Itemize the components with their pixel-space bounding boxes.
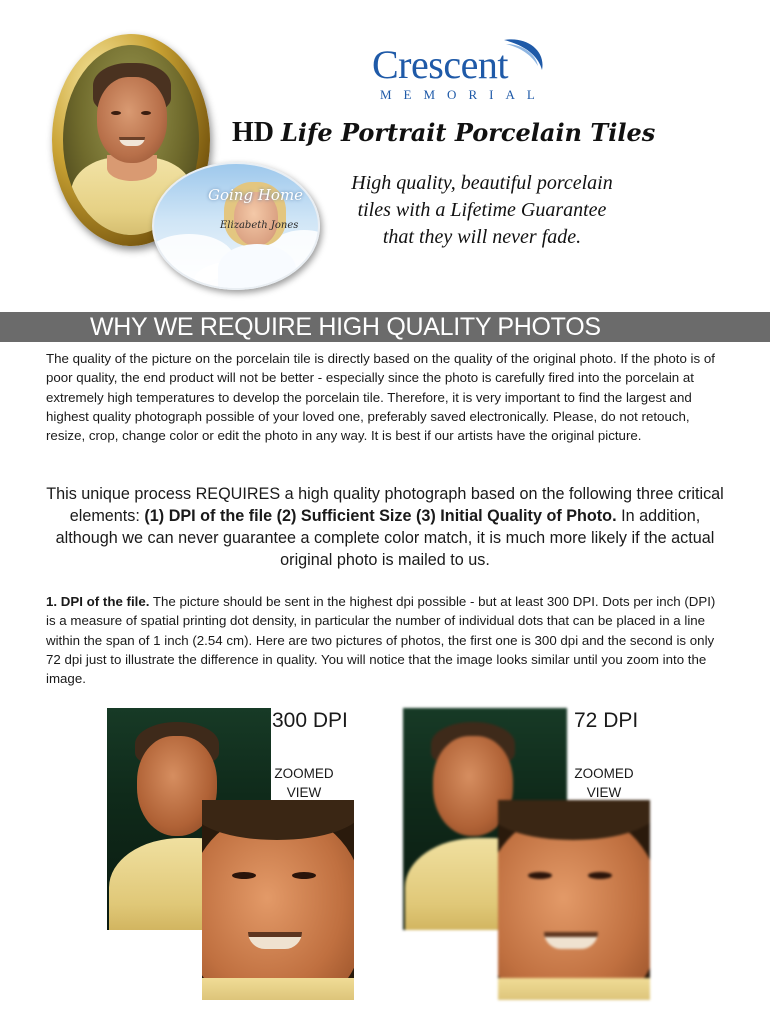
portrait-eye — [111, 111, 121, 115]
tile-name: Elizabeth Jones — [220, 220, 299, 231]
process-elements: (1) DPI of the file (2) Sufficient Size (3) Initial Quality of Photo. — [144, 507, 617, 525]
section-banner — [0, 312, 770, 342]
process-paragraph — [40, 483, 730, 571]
zoom-face — [202, 814, 354, 1000]
zoom-label-line: VIEW — [286, 785, 322, 800]
tagline — [300, 170, 664, 251]
dpi-label-300: 300 DPI — [272, 709, 348, 732]
zoom-label-72 — [564, 764, 644, 802]
tagline-line: tiles with a Lifetime Guarantee — [357, 199, 607, 221]
logo-name: Crescent — [372, 42, 508, 87]
process-lead: This unique process REQUIRES a high quality photograph based on the following three critical elements: — [46, 485, 724, 525]
zoom-label-line: ZOOMED — [274, 766, 334, 781]
zoom-photo-72dpi — [498, 800, 650, 1000]
zoom-label-line: VIEW — [586, 785, 622, 800]
portrait-eye — [141, 111, 151, 115]
title-script: Life Portrait Porcelain Tiles — [281, 118, 656, 147]
zoom-smile — [544, 932, 598, 949]
dpi-text: The picture should be sent in the highest dpi possible - but at least 300 DPI. Dots per inch (DPI) is a measure of spatial printing dot density, in particular the number of individual dots that can be placed in a line within the span of 1 inch (2.54 cm). Here are two pictures of photos, the first one is 300 dpi and the second is only 72 dpi just to illustrate the difference in quality. You will notice that the image looks similar until you zoom into the image. — [46, 594, 716, 687]
zoom-collar — [498, 978, 650, 1000]
zoom-label-line: ZOOMED — [574, 766, 634, 781]
tile-heading: Going Home — [208, 186, 304, 204]
zoom-eye — [292, 872, 316, 879]
tagline-line: that they will never fade. — [382, 226, 582, 248]
tile-woman-body — [218, 244, 296, 290]
zoom-label-300 — [264, 764, 344, 802]
zoom-eye — [232, 872, 256, 879]
zoom-smile — [248, 932, 302, 949]
product-title — [232, 118, 655, 149]
zoom-eye — [528, 872, 552, 879]
intro-paragraph: The quality of the picture on the porcelain tile is directly based on the quality of the original photo. If the photo is of poor quality, the end product will not be better - especially since the photo is carefully fired into the porcelain at extremely high temperatures to develop the porcelain tile. Therefore, it is very important to find the largest and highest quality photograph possible of your loved one, preferably saved electronically. Please, do not retouch, resize, crop, change color or edit the photo in any way. It is best if our artists have the original picture. — [46, 351, 715, 444]
zoom-photo-300dpi — [202, 800, 354, 1000]
logo-subtitle: MEMORIAL — [380, 87, 547, 102]
zoom-collar — [202, 978, 354, 1000]
process-tail: In addition, although we can never guarantee a complete color match, it is much more likely if the actual original photo is mailed to us. — [55, 507, 715, 569]
dpi-heading: 1. DPI of the file. — [46, 594, 150, 609]
portrait-face — [97, 77, 167, 163]
zoom-face — [498, 814, 650, 1000]
dpi-paragraph — [46, 592, 726, 688]
title-prefix: HD — [232, 117, 274, 148]
dpi-label-72: 72 DPI — [574, 709, 639, 732]
banner-title: WHY WE REQUIRE HIGH QUALITY PHOTOS — [90, 313, 601, 341]
tagline-line: High quality, beautiful porcelain — [351, 172, 613, 194]
sample-memorial-tile — [152, 162, 320, 290]
zoom-eye — [588, 872, 612, 879]
portrait-smile — [119, 137, 145, 146]
